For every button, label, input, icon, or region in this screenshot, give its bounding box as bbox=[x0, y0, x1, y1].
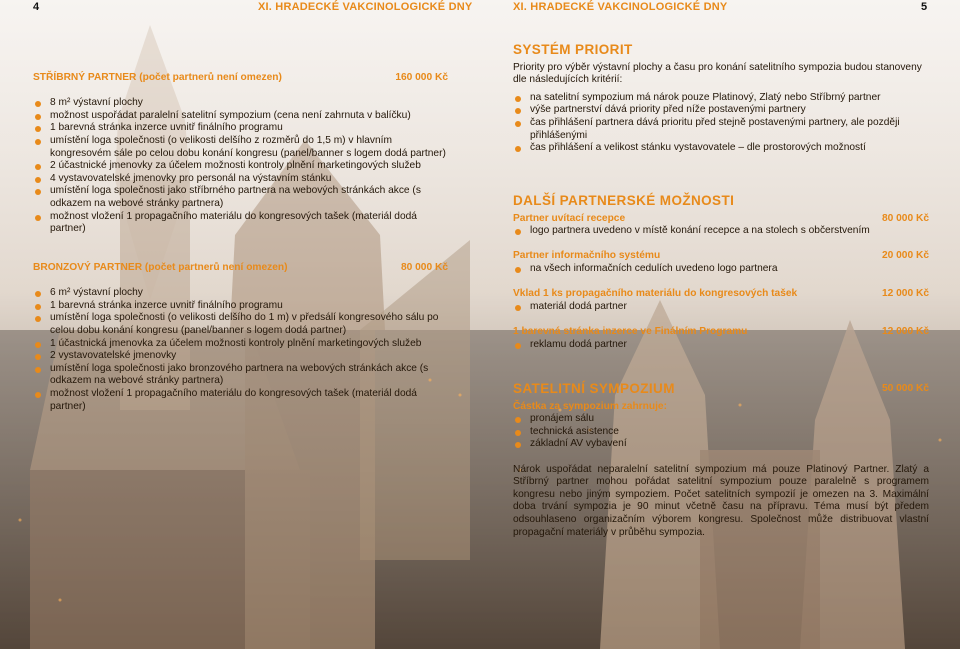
right-header bbox=[480, 0, 960, 14]
priority-section bbox=[513, 44, 929, 155]
satellite-heading bbox=[513, 383, 929, 396]
list-item: technická asistence bbox=[513, 426, 929, 439]
list-item: 1 barevná stránka inzerce uvnitř finálního programu bbox=[33, 300, 448, 313]
option-ad-page bbox=[513, 326, 929, 351]
list-item: možnost vložení 1 propagačního materiálu do kongresových tašek (materiál dodá partner) bbox=[33, 211, 448, 236]
left-header bbox=[0, 0, 480, 14]
list-item: umístění loga společnosti jako bronzového partnera na webových stránkách akce (s odkazem na webové stránky partnera) bbox=[33, 363, 448, 388]
list-item: materiál dodá partner bbox=[513, 301, 929, 314]
list-item: umístění loga společnosti jako stříbrného partnera na webových stránkách akce (s odkazem na webové stránky partnera) bbox=[33, 185, 448, 210]
option-label: Partner informačního systému bbox=[513, 250, 661, 262]
option-price: 12 000 Kč bbox=[881, 288, 929, 300]
silver-title: STŘÍBRNÝ PARTNER (počet partnerů není omezen) bbox=[33, 72, 282, 83]
bronze-heading bbox=[33, 262, 448, 275]
list-item: umístění loga společnosti (o velikosti delšího do 1 m) v předsálí kongresového sálu po celou dobu konání kongresu (panel/banner s logem dodá partner) bbox=[33, 312, 448, 337]
bronze-list bbox=[33, 287, 448, 413]
option-price: 12 000 Kč bbox=[881, 325, 929, 337]
list-item: 2 účastnické jmenovky za účelem možnosti kontroly plnění marketingových služeb bbox=[33, 160, 448, 173]
list-item: na satelitní sympozium má nárok pouze Platinový, Zlatý nebo Stříbrný partner bbox=[513, 92, 929, 105]
priority-list bbox=[513, 92, 929, 155]
other-title: DALŠÍ PARTNERSKÉ MOŽNOSTI bbox=[513, 193, 735, 208]
list-item: logo partnera uvedeno v místě konání recepce a na stolech s občerstvením bbox=[513, 225, 929, 238]
list-item: 8 m² výstavní plochy bbox=[33, 97, 448, 110]
list-item: základní AV vybavení bbox=[513, 438, 929, 451]
page-number: 5 bbox=[921, 1, 928, 13]
option-heading bbox=[513, 213, 929, 226]
bronze-title: BRONZOVÝ PARTNER (počet partnerů není omezen) bbox=[33, 262, 288, 273]
silver-section bbox=[33, 72, 448, 236]
option-reception bbox=[513, 213, 929, 238]
priority-intro: Priority pro výběr výstavní plochy a času pro konání satelitního sympozia budou stanoveny dle následujících kritérií: bbox=[513, 61, 922, 86]
option-heading bbox=[513, 250, 929, 263]
list-item: možnost vložení 1 propagačního materiálu do kongresových tašek (materiál dodá partner) bbox=[33, 388, 448, 413]
bronze-price: 80 000 Kč bbox=[400, 262, 448, 273]
page-number: 4 bbox=[33, 1, 40, 13]
option-heading bbox=[513, 326, 929, 339]
right-page bbox=[480, 0, 960, 649]
satellite-note: Nárok uspořádat neparalelní satelitní sympozium má pouze Platinový Partner. Zlatý a Stříbrný partner mohou pořádat satelitní sympozium pouze paralelně s programem kongresu nebo jiným sympoziem. Počet satelitních sympozií je omezen na 3. Maximální doba trvání sympozia je 90 minut včetně času na přípravu. Téma musí být předem odsouhlaseno organizačním výborem kongresu. Společnost může distribuovat vlastní propagační materiály v průběhu sympozia. bbox=[513, 463, 929, 538]
list-item: možnost uspořádat paralelní satelitní sympozium (cena není zahrnuta v balíčku) bbox=[33, 110, 448, 123]
silver-list bbox=[33, 97, 448, 236]
list-item: čas přihlášení partnera dává prioritu před stejně postavenými partnery, ale později přihlášenými bbox=[513, 117, 929, 142]
includes-label: Částka za sympozium zahrnuje: bbox=[513, 400, 667, 412]
list-item: 1 účastnická jmenovka za účelem možnosti kontroly plnění marketingových služeb bbox=[33, 338, 448, 351]
option-label: 1 barevná stránka inzerce ve Finálním Programu bbox=[513, 325, 748, 337]
option-label: Vklad 1 ks propagačního materiálu do kongresových tašek bbox=[513, 288, 798, 300]
option-heading bbox=[513, 288, 929, 301]
satellite-title: SATELITNÍ SYMPOZIUM bbox=[513, 381, 675, 396]
list-item: 6 m² výstavní plochy bbox=[33, 287, 448, 300]
list-item: na všech informačních cedulích uvedeno logo partnera bbox=[513, 263, 929, 276]
list-item: 4 vystavovatelské jmenovky pro personál na výstavním stánku bbox=[33, 173, 448, 186]
other-options-section bbox=[513, 195, 929, 351]
option-price: 80 000 Kč bbox=[881, 212, 929, 224]
priority-title: SYSTÉM PRIORIT bbox=[513, 42, 633, 57]
list-item: čas přihlášení a velikost stánku vystavovatele – dle prostorových možností bbox=[513, 142, 929, 155]
list-item: umístění loga společnosti (o velikosti delšího z rozměrů do 1,5 m) v hlavním kongresovém sále po celou dobu konání kongresu (panel/banner s logem dodá partner) bbox=[33, 135, 448, 160]
option-info-system bbox=[513, 250, 929, 275]
satellite-list bbox=[513, 413, 929, 451]
silver-price: 160 000 Kč bbox=[395, 72, 448, 83]
silver-heading bbox=[33, 72, 448, 85]
option-bag-insert bbox=[513, 288, 929, 313]
satellite-section bbox=[513, 383, 929, 539]
bronze-section bbox=[33, 262, 448, 413]
list-item: pronájem sálu bbox=[513, 413, 929, 426]
satellite-price: 50 000 Kč bbox=[881, 383, 929, 394]
list-item: 1 barevná stránka inzerce uvnitř finálního programu bbox=[33, 122, 448, 135]
option-label: Partner uvítací recepce bbox=[513, 212, 626, 224]
list-item: výše partnerství dává priority před níže postavenými partnery bbox=[513, 104, 929, 117]
list-item: reklamu dodá partner bbox=[513, 339, 929, 352]
list-item: 2 vystavovatelské jmenovky bbox=[33, 350, 448, 363]
running-head: XI. HRADECKÉ VAKCINOLOGICKÉ DNY bbox=[513, 1, 728, 13]
option-price: 20 000 Kč bbox=[881, 250, 929, 262]
running-head: XI. HRADECKÉ VAKCINOLOGICKÉ DNY bbox=[258, 1, 473, 13]
